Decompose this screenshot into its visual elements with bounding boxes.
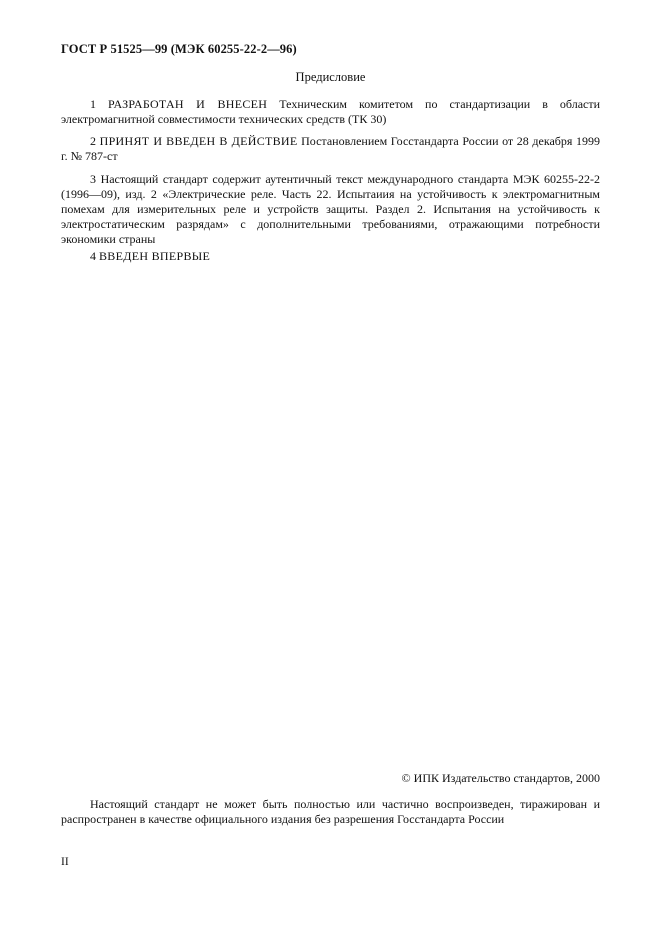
item-number: 2 (90, 134, 96, 148)
section-heading: Предисловие (295, 70, 366, 84)
item-caps: ПРИНЯТ И ВВЕДЕН В ДЕЙСТВИЕ (99, 134, 298, 148)
item-number: 1 (90, 97, 96, 111)
foreword-item-4 (61, 249, 600, 264)
page-number: II (61, 856, 69, 868)
item-caps: ВВЕДЕН ВПЕРВЫЕ (99, 249, 211, 263)
foreword-item-2 (61, 134, 600, 164)
item-text: Постановлением Госстандарта России от 28 декабря 1999 г. № 787-ст (61, 134, 601, 163)
item-number: 4 (90, 249, 96, 263)
foreword-item-3 (61, 172, 600, 247)
item-text: Техническим комитетом по стандартизации в области электромагнитной совместимости технических средств (ТК 30) (61, 97, 601, 126)
foreword-item-1 (61, 97, 600, 127)
item-number: 3 (90, 172, 96, 186)
document-header: ГОСТ Р 51525—99 (МЭК 60255-22-2—96) (61, 42, 297, 56)
reproduction-notice: Настоящий стандарт не может быть полностью или частично воспроизведен, тиражирован и распространен в качестве официального издания без разрешения Госстандарта России (61, 797, 600, 826)
item-text: Настоящий стандарт содержит аутентичный текст международного стандарта МЭК 60255-22-2 (1996—09), изд. 2 «Электрические реле. Часть 22. Испытаиия на устойчивость к электромагнитным помехам для измерительных реле и устройств защиты. Раздел 2. Испытания на устойчивость к электростатическим разрядам» с дополнительными требованиями, отражающими потребности экономики страны (61, 172, 601, 246)
item-caps: РАЗРАБОТАН И ВНЕСЕН (108, 97, 268, 111)
copyright-line: © ИПК Издательство стандартов, 2000 (401, 771, 600, 785)
